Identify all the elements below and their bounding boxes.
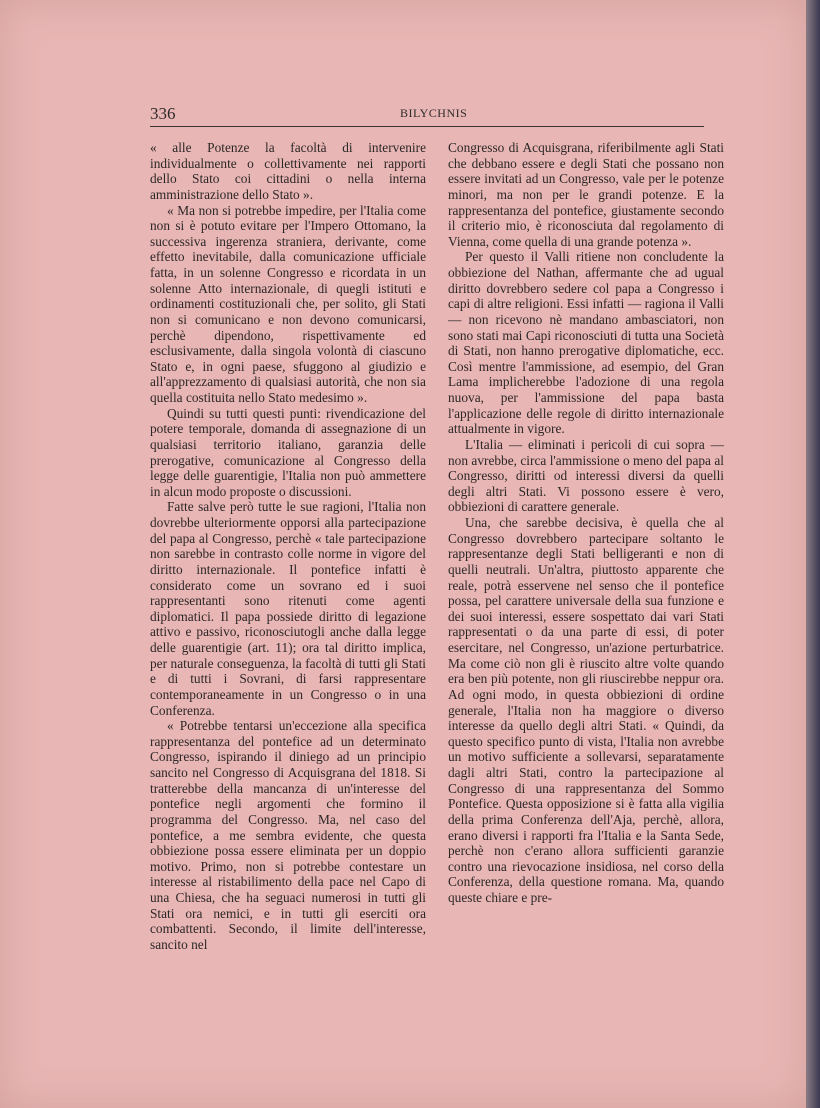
page-header bbox=[150, 104, 704, 124]
page-edge bbox=[806, 0, 820, 1108]
running-head: BILYCHNIS bbox=[400, 106, 468, 120]
paragraph: « Ma non si potrebbe impedire, per l'Italia come non si è potuto evitare per l'Impero Ottomano, la successiva ingerenza straniera, derivante, come effetto inevitabile, dalla comunicazione ufficiale fatta, in un solenne Congresso e ricordata in un solenne Atto internazionale, di quegli istituti e ordinamenti costituzionali che, per solito, gli Stati non si comunicano e non devono comunicarsi, perchè dipendono, rispettivamente ed esclusivamente, dalla singola volontà di ciascuno Stato e, in ogni paese, sfuggono al giudizio e all'apprezzamento di qualsiasi autorità, che non sia quella costituita nello Stato medesimo ». bbox=[150, 202, 426, 405]
right-column bbox=[448, 140, 724, 906]
paragraph: Quindi su tutti questi punti: rivendicazione del potere temporale, domanda di assegnazione di un qualsiasi territorio italiano, garanzia delle prerogative, comunicazione al Congresso della legge delle guarentigie, l'Italia non può ammettere in alcun modo proposte o discussioni. bbox=[150, 405, 426, 499]
paragraph: Per questo il Valli ritiene non concludente la obbiezione del Nathan, affermante che ad ugual diritto dovrebbero sedere col papa a Congresso i capi di altre religioni. Essi infatti — ragiona il Valli — non ricevono nè mandano ambasciatori, non sono stati mai Capi riconosciuti di tutta una Società di Stati, non hanno prerogative diplomatiche, ecc. Così mentre l'ammissione, ad esempio, del Gran Lama implicherebbe l'adozione di una regola nuova, per l'ammissione del papa basta l'applicazione delle regole di diritto internazionale attualmente in vigore. bbox=[448, 249, 724, 437]
paragraph: L'Italia — eliminati i pericoli di cui sopra — non avrebbe, circa l'ammissione o meno del papa al Congresso, diritti od interessi diversi da quelli degli altri Stati. Vi possono essere è vero, obbiezioni di carattere generale. bbox=[448, 436, 724, 515]
page-number: 336 bbox=[150, 104, 176, 123]
paragraph: « alle Potenze la facoltà di intervenire individualmente o collettivamente nei rapporti dello Stato coi cittadini o nella interna amministrazione dello Stato ». bbox=[150, 140, 426, 202]
paragraph: « Potrebbe tentarsi un'eccezione alla specifica rappresentanza del pontefice ad un determinato Congresso, ispirando il diniego ad un principio sancito nel Congresso di Acquisgrana del 1818. Si tratterebbe della mancanza di un'interesse del pontefice negli argomenti che formino il programma del Congresso. Ma, nel caso del pontefice, a me sembra evidente, che questa obbiezione possa essere eliminata per un doppio motivo. Primo, non si potrebbe contestare un interesse al ristabilimento della pace nel Capo di una Chiesa, che ha seguaci numerosi in tutti gli Stati ora nemici, e in tutti gli eserciti ora combattenti. Secondo, il limite dell'interesse, sancito nel bbox=[150, 718, 426, 952]
header-rule bbox=[150, 126, 704, 127]
paragraph: Una, che sarebbe decisiva, è quella che al Congresso dovrebbero partecipare soltanto le rappresentanze degli Stati belligeranti e non di quelli neutrali. Un'altra, piuttosto apparente che reale, potrà esservene nel senso che il pontefice possa, pel carattere universale della sua funzione e dei suoi interessi, essere sospettato dai vari Stati rappresentati o da una parte di essi, di poter esercitare, nel Congresso, un'azione perturbatrice. Ma come ciò non gli è riuscito altre volte quando era ben più potente, non gli riuscirebbe neppur ora. Ad ogni modo, in questa obbiezioni di ordine generale, l'Italia non ha maggiore o diverso interesse da quello degli altri Stati. « Quindi, da questo specifico punto di vista, l'Italia non avrebbe un motivo sufficiente a sollevarsi, separatamente dagli altri Stati, contro la partecipazione al Congresso di una rappresentanza del Sommo Pontefice. Questa opposizione si è fatta alla vigilia della prima Conferenza dell'Aja, perchè, allora, erano diversi i rapporti fra l'Italia e la Santa Sede, perchè non c'erano allora sufficienti garanzie contro una rievocazione insidiosa, nel corso della Conferenza, della questione romana. Ma, quando queste chiare e pre- bbox=[448, 515, 724, 905]
left-column bbox=[150, 140, 426, 953]
paragraph: Fatte salve però tutte le sue ragioni, l'Italia non dovrebbe ulteriormente opporsi alla partecipazione del papa al Congresso, perchè « tale partecipazione non sarebbe in contrasto colle norme in vigore del diritto internazionale. Il pontefice infatti è considerato come un sovrano ed i suoi rappresentanti sono ritenuti come agenti diplomatici. Il papa possiede diritto di legazione attivo e passivo, riconosciutogli anche dalla legge delle guarentigie (art. 11); ora tal diritto implica, per naturale conseguenza, la facoltà di tutti gli Stati e di tutti i Sovrani, di farsi rappresentare contemporaneamente in un Congresso o in una Conferenza. bbox=[150, 499, 426, 718]
paragraph: Congresso di Acquisgrana, riferibilmente agli Stati che debbano essere e degli Stati che possano non essere invitati ad un Congresso, vale per le potenze minori, ma non per le grandi potenze. E la rappresentanza del pontefice, giustamente secondo il criterio mio, è riconosciuta dal regolamento di Vienna, come quella di una grande potenza ». bbox=[448, 140, 724, 249]
